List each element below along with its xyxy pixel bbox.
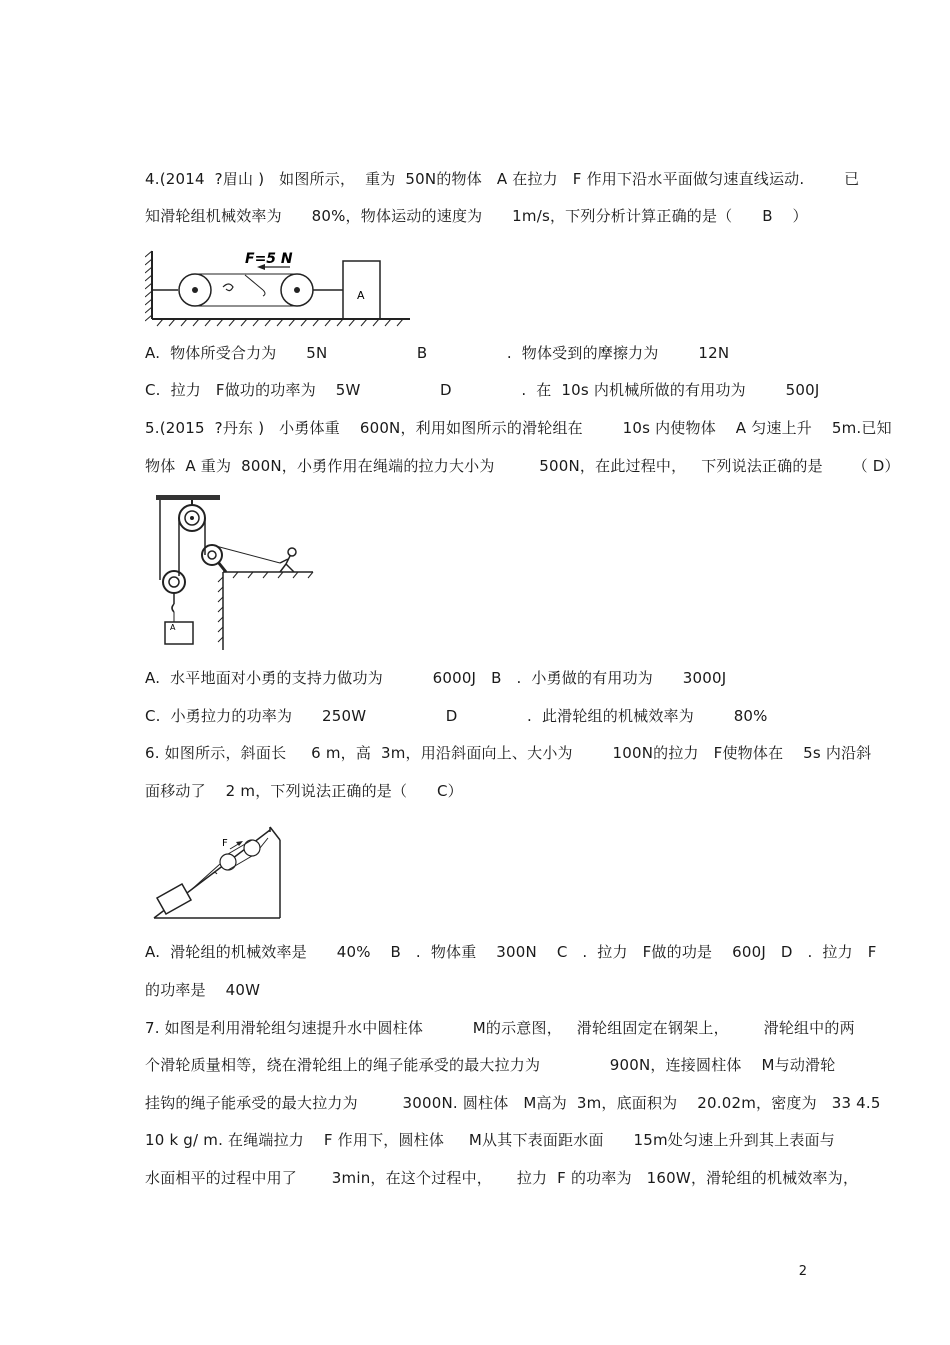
q4-line-1: 4.(2014 ?眉山 ) 如图所示， 重为 50N的物体 A 在拉力 F 作用下沿水平面做匀速直线运动. 已 — [145, 170, 860, 188]
block-label-a: A — [170, 623, 176, 632]
q4-option-a-b: A. 物体所受合力为 5N B . 物体受到的摩擦力为 12N — [145, 344, 730, 362]
q7-line-3: 挂钩的绳子能承受的最大拉力为 3000N. 圆柱体 M高为 3m，底面积为 20.02m，密度为 33 4.5 — [145, 1094, 881, 1112]
q7-line-5: 水面相平的过程中用了 3min，在这个过程中， 拉力 F 的功率为 160W，滑轮组的机械效率为， — [145, 1169, 859, 1187]
figure-vertical-pulley — [148, 492, 318, 652]
q5-line-2: 物体 A 重为 800N，小勇作用在绳端的拉力大小为 500N，在此过程中， 下列说法正确的是 （ D） — [145, 457, 900, 475]
q7-line-4: 10 k g/ m. 在绳端拉力 F 作用下，圆柱体 M从其下表面距水面 15m处匀速上升到其上表面与 — [145, 1131, 835, 1149]
force-label: F=5 N — [245, 251, 293, 267]
force-label-f: F — [222, 838, 228, 849]
q4-option-c-d: C. 拉力 F做功的功率为 5W D . 在 10s 内机械所做的有用功为 500J — [145, 381, 820, 399]
q5-option-a-b: A. 水平地面对小勇的支持力做功为 6000J B . 小勇做的有用功为 3000J — [145, 669, 727, 687]
q4-line-2: 知滑轮组机械效率为 80%，物体运动的速度为 1m/s，下列分析计算正确的是（ B ） — [145, 207, 808, 225]
q7-line-1: 7. 如图是利用滑轮组匀速提升水中圆柱体 M的示意图， 滑轮组固定在钢架上， 滑轮组中的两 — [145, 1019, 855, 1037]
q5-line-1: 5.(2015 ?丹东 ) 小勇体重 600N，利用如图所示的滑轮组在 10s 内使物体 A 匀速上升 5m.已知 — [145, 419, 892, 437]
figure-incline-pulley — [152, 822, 292, 922]
q6-line-1: 6. 如图所示，斜面长 6 m，高 3m，用沿斜面向上、大小为 100N的拉力 F使物体在 5s 内沿斜 — [145, 744, 872, 762]
q6-options-line-2: 的功率是 40W — [145, 981, 261, 999]
figure-horizontal-pulley — [145, 247, 415, 327]
block-label: A — [357, 289, 365, 302]
page-number: 2 — [798, 1264, 807, 1279]
q7-line-2: 个滑轮质量相等，绕在滑轮组上的绳子能承受的最大拉力为 900N，连接圆柱体 M与动滑轮 — [145, 1056, 836, 1074]
q5-option-c-d: C. 小勇拉力的功率为 250W D . 此滑轮组的机械效率为 80% — [145, 707, 768, 725]
q6-line-2: 面移动了 2 m，下列说法正确的是（ C） — [145, 782, 463, 800]
q6-options-line-1: A. 滑轮组的机械效率是 40% B . 物体重 300N C . 拉力 F做的功是 600J D . 拉力 F — [145, 943, 877, 961]
